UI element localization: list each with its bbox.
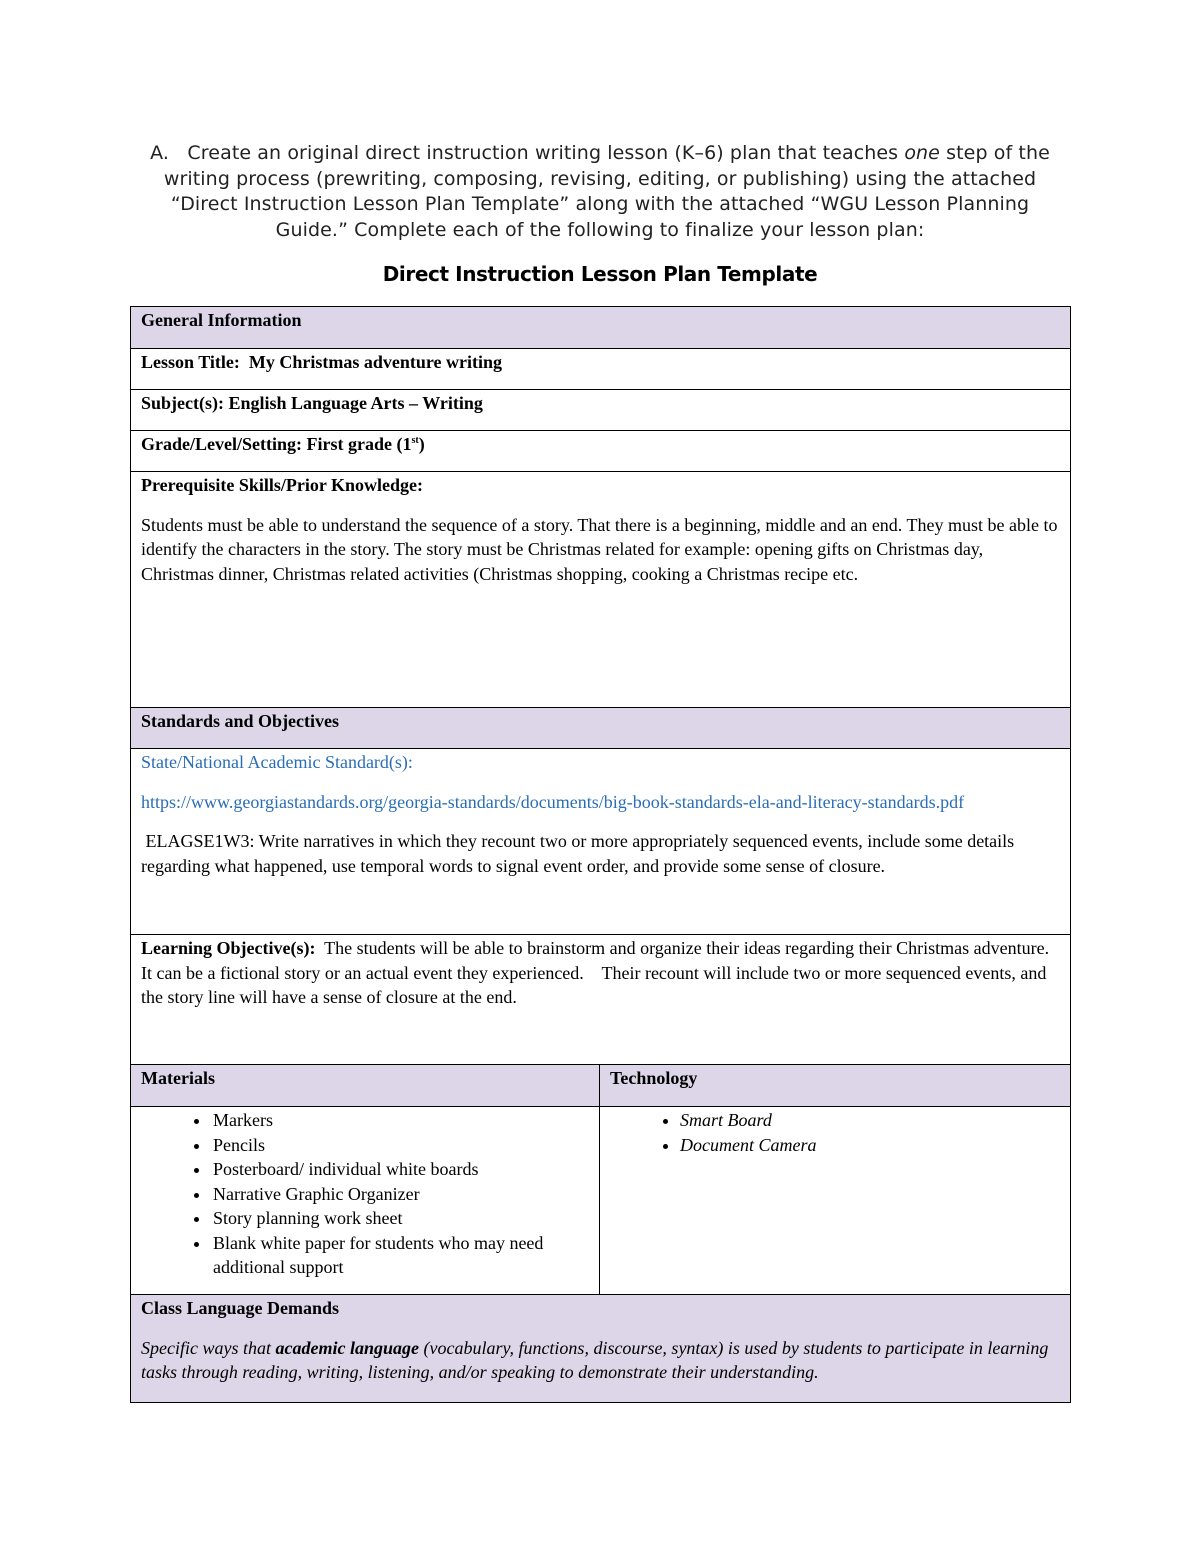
technology-list xyxy=(610,1108,1060,1157)
standards-cell xyxy=(131,749,1071,935)
grade-superscript: st xyxy=(411,435,419,446)
subject-label: Subject(s): xyxy=(141,393,224,413)
state-standard-label: State/National Academic Standard(s): xyxy=(141,752,413,772)
prompt-text-after: step of the writing process (prewriting, composing, revising, editing, or publishing) using the attached “Direct Instruction Lesson Plan Template” along with the attached “WGU Lesson Planning Guide.” Complete each of the following to finalize your lesson plan: xyxy=(163,142,1050,241)
subject-row xyxy=(131,390,1071,431)
materials-item: • Narrative Graphic Organizer xyxy=(211,1182,589,1207)
lesson-plan-table xyxy=(130,306,1071,1403)
materials-item: • Pencils xyxy=(211,1133,589,1158)
learning-objective-text: The students will be able to brainstorm and organize their ideas regarding their Christmas adventure. It can be a fictional story or an actual event they experienced. Their recount will include two or more sequenced events, and the story line will have a sense of closure at the end. xyxy=(141,938,1060,1007)
prompt-text-before: Create an original direct instruction writing lesson (K–6) plan that teaches xyxy=(187,142,899,164)
materials-item: • Posterboard/ individual white boards xyxy=(211,1157,589,1182)
materials-item: • Markers xyxy=(211,1108,589,1133)
language-demands-text xyxy=(141,1336,1060,1385)
technology-item: • Document Camera xyxy=(680,1133,1060,1158)
language-emphasis: academic language xyxy=(275,1337,419,1358)
prompt-emphasis: one xyxy=(904,142,940,164)
learning-objective-cell xyxy=(131,935,1071,1065)
materials-list xyxy=(141,1108,589,1280)
language-text-before: Specific ways that xyxy=(141,1337,271,1358)
grade-value: First grade (1 xyxy=(306,434,412,454)
prompt-label: A. xyxy=(150,142,169,164)
language-demands-cell xyxy=(131,1295,1071,1403)
lesson-title-row xyxy=(131,349,1071,390)
prerequisite-text: Students must be able to understand the sequence of a story. That there is a beginning, middle and an end. They must be able to identify the characters in the story. The story must be Christmas related for example: opening gifts on Christmas day, Christmas dinner, Christmas related activities (Christmas shopping, cooking a Christmas recipe etc. xyxy=(141,514,1058,584)
learning-objective-label: Learning Objective(s): xyxy=(141,938,316,958)
subject-value: English Language Arts – Writing xyxy=(228,393,483,413)
prerequisite-label: Prerequisite Skills/Prior Knowledge: xyxy=(141,475,423,495)
template-title: Direct Instruction Lesson Plan Template xyxy=(382,262,818,286)
technology-cell xyxy=(600,1107,1071,1295)
lesson-title-value: My Christmas adventure writing xyxy=(248,352,503,372)
language-text-after: (vocabulary, functions, discourse, syntax) is used by students to participate in learning tasks through reading, writing, listening, and/or speaking to demonstrate their understanding. xyxy=(141,1337,1049,1382)
lesson-title-label: Lesson Title: xyxy=(141,352,240,372)
materials-cell xyxy=(131,1107,600,1295)
grade-label: Grade/Level/Setting: xyxy=(141,434,302,454)
general-info-heading: General Information xyxy=(131,307,1071,349)
standards-heading: Standards and Objectives xyxy=(131,708,1071,749)
materials-item: • Story planning work sheet xyxy=(211,1206,589,1231)
prerequisite-cell xyxy=(131,472,1071,708)
grade-close: ) xyxy=(418,434,425,454)
materials-item: • Blank white paper for students who may need additional support xyxy=(211,1231,589,1280)
technology-item: • Smart Board xyxy=(680,1108,1060,1133)
materials-heading: Materials xyxy=(131,1065,600,1107)
assignment-prompt xyxy=(140,141,1060,243)
standards-link[interactable]: https://www.georgiastandards.org/georgia-standards/documents/big-book-standards-ela-and-literacy-standards.pdf xyxy=(141,791,965,812)
standard-text: ELAGSE1W3: Write narratives in which they recount two or more appropriately sequenced events, include some details regarding what happened, use temporal words to signal event order, and provide some sense of closure. xyxy=(141,831,1019,876)
grade-row xyxy=(131,431,1071,472)
language-demands-heading: Class Language Demands xyxy=(141,1298,340,1318)
technology-heading: Technology xyxy=(600,1065,1071,1107)
